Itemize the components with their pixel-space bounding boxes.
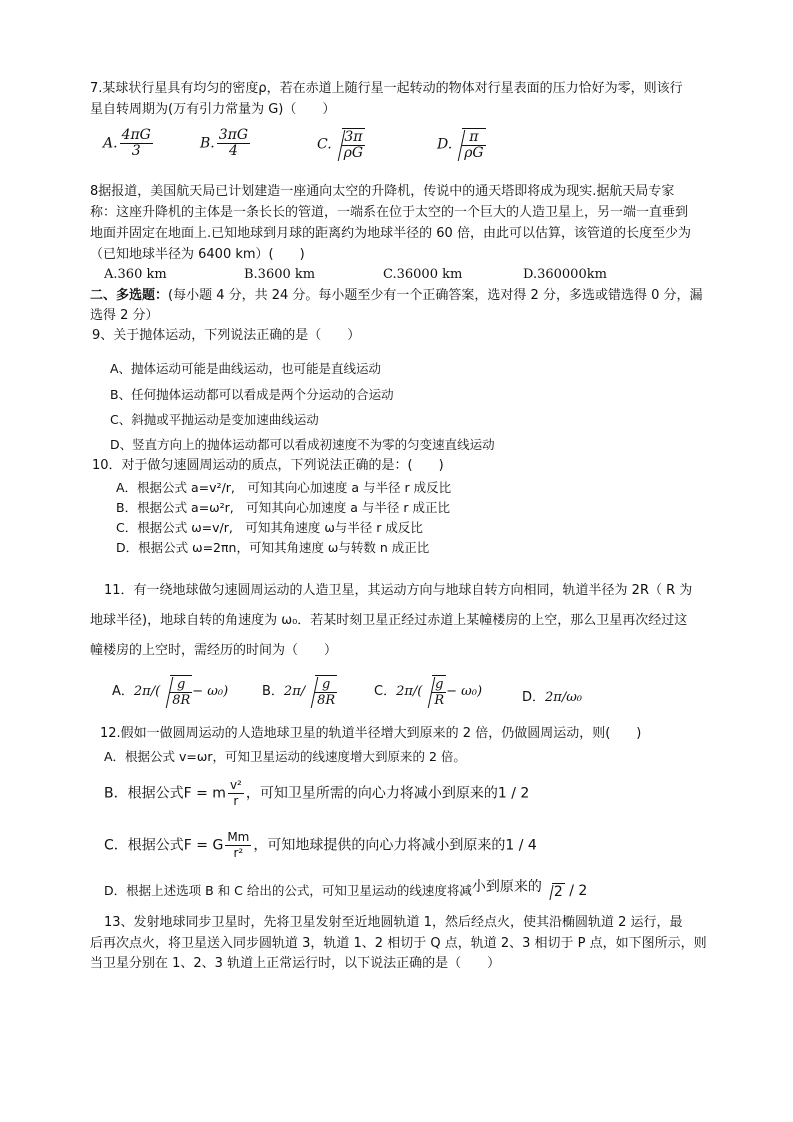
q11-stem-line1: 11．有一绕地球做匀速圆周运动的人造卫星，其运动方向与地球自转方向相同，轨道半径为 2R（ R 为 (104, 583, 693, 598)
sqrt-sign: $\frac{g}{8R}$ (160, 675, 192, 708)
q8-option-c[interactable]: C.36000 km (383, 267, 463, 282)
sqrt-sign: 2 (542, 883, 565, 900)
q7-option-c[interactable]: C. $\frac{3\pi}{\rho G}$ (317, 129, 364, 161)
q9-option-c[interactable]: C、斜抛或平抛运动是变加速曲线运动 (110, 412, 319, 427)
q11-option-b[interactable]: B．2π/ $\frac{g}{8R}$ (262, 677, 336, 708)
sqrt-sign: $\frac{g}{8R}$ (305, 675, 337, 708)
q8-option-b[interactable]: B.3600 km (244, 267, 316, 282)
q8-option-a[interactable]: A.360 km (104, 267, 167, 282)
q12-stem: 12.假如一做圆周运动的人造地球卫星的轨道半径增大到原来的 2 倍，仍做圆周运动，则( ) (100, 726, 642, 741)
q9-option-a[interactable]: A、抛体运动可能是曲线运动，也可能是直线运动 (110, 361, 382, 376)
q8-stem-line4: （已知地球半径为 6400 km）( ) (90, 247, 305, 262)
q8-stem-line3: 地面并固定在地面上.已知地球到月球的距离约为地球半径的 60 倍，由此可以估算，该管道的长度至少为 (90, 226, 691, 241)
q8-option-d[interactable]: D.360000km (523, 267, 607, 282)
q11-stem-line2: 地球半径)，地球自转的角速度为 ω₀．若某时刻卫星正经过赤道上某幢楼房的上空，那么卫星再次经过这 (90, 613, 688, 628)
q8-stem-line2: 称：这座升降机的主体是一条长长的管道，一端系在位于太空的一个巨大的人造卫星上，另一端一直垂到 (90, 205, 689, 220)
section2-desc-line1: (每小题 4 分，共 24 分。每小题至少有一个正确答案，选对得 2 分，多选或错选得 0 分，漏 (168, 288, 703, 303)
q10-stem: 10．对于做匀速圆周运动的质点，下列说法正确的是：( ) (92, 458, 444, 473)
q8-stem-line1: 8据报道，美国航天局已计划建造一座通向太空的升降机，传说中的通天塔即将成为现实.据航天局专家 (90, 184, 675, 199)
q9-option-d[interactable]: D、竖直方向上的抛体运动都可以看成初速度不为零的匀变速直线运动 (110, 437, 495, 452)
q10-option-b[interactable]: B．根据公式 a=ω²r, 可知其向心加速度 a 与半径 r 成正比 (116, 500, 450, 515)
q13-stem-line3: 当卫星分别在 1、2、3 轨道上正常运行时，以下说法正确的是（ ） (90, 956, 501, 971)
q11-stem-line3: 幢楼房的上空时，需经历的时间为（ ） (90, 643, 338, 658)
q7-stem-line1: 7.某球状行星具有均匀的密度ρ，若在赤道上随行星一起转动的物体对行星表面的压力恰好为零，则该行 (90, 81, 683, 96)
q7-option-a[interactable]: A. $\frac{4\pi G}{3}$ (103, 127, 151, 159)
section2-desc-line2: 选得 2 分） (90, 308, 159, 323)
section2-title: 二、多选题： (90, 288, 169, 303)
q9-stem: 9、关于抛体运动，下列说法正确的是（ ） (92, 328, 361, 343)
q11-option-c[interactable]: C．2π/( $\frac{g}{R}$ − ω₀) (374, 677, 483, 708)
q11-option-d[interactable]: D．2π/ω₀ (522, 690, 583, 705)
q12-option-c[interactable]: C．根据公式F = G $\frac{Mm}{\text{r²}}$ ，可知地球提供的向心力将减小到原来的1 / 4 (104, 830, 537, 860)
q10-option-a[interactable]: A．根据公式 a=v²/r, 可知其向心加速度 a 与半径 r 成反比 (116, 480, 452, 495)
q10-option-c[interactable]: C．根据公式 ω=v/r, 可知其角速度 ω与半径 r 成反比 (116, 520, 423, 535)
q13-stem-line2: 后再次点火，将卫星送入同步圆轨道 3，轨道 1、2 相切于 Q 点，轨道 2、3 相切于 P 点，如下图所示，则 (90, 936, 707, 951)
sqrt-sign: $\frac{g}{R}$ (422, 675, 446, 708)
sqrt-sign: $\frac{3\pi}{\rho G}$ (332, 128, 365, 161)
q7-option-d[interactable]: D. $\frac{\pi}{\rho G}$ (437, 129, 484, 161)
q7-option-b[interactable]: B. $\frac{3\pi G}{4}$ (200, 127, 249, 159)
q13-stem-line1: 13、发射地球同步卫星时，先将卫星发射至近地圆轨道 1，然后经点火，使其沿椭圆轨道 2 运行，最 (104, 915, 683, 930)
q7-stem-line2: 星自转周期为(万有引力常量为 G)（ ） (90, 102, 336, 117)
q12-option-d[interactable]: D．根据上述选项 B 和 C 给出的公式，可知卫星运动的线速度将减小到原来的 2 / 2 (104, 879, 588, 900)
q10-option-d[interactable]: D．根据公式 ω=2πn，可知其角速度 ω与转数 n 成正比 (116, 540, 430, 555)
q11-option-a[interactable]: A．2π/( $\frac{g}{8R}$ − ω₀) (112, 677, 229, 708)
section2-header (90, 287, 703, 304)
sqrt-sign: $\frac{\pi}{\rho G}$ (452, 128, 485, 161)
q12-option-b[interactable]: B．根据公式F = m $\frac{\text{v²}}{r}$ ，可知卫星所需的向心力将减小到原来的1 / 2 (104, 778, 530, 808)
q12-option-a[interactable]: A．根据公式 v=ωr，可知卫星运动的线速度增大到原来的 2 倍。 (104, 749, 466, 764)
q9-option-b[interactable]: B、任何抛体运动都可以看成是两个分运动的合运动 (110, 387, 394, 402)
